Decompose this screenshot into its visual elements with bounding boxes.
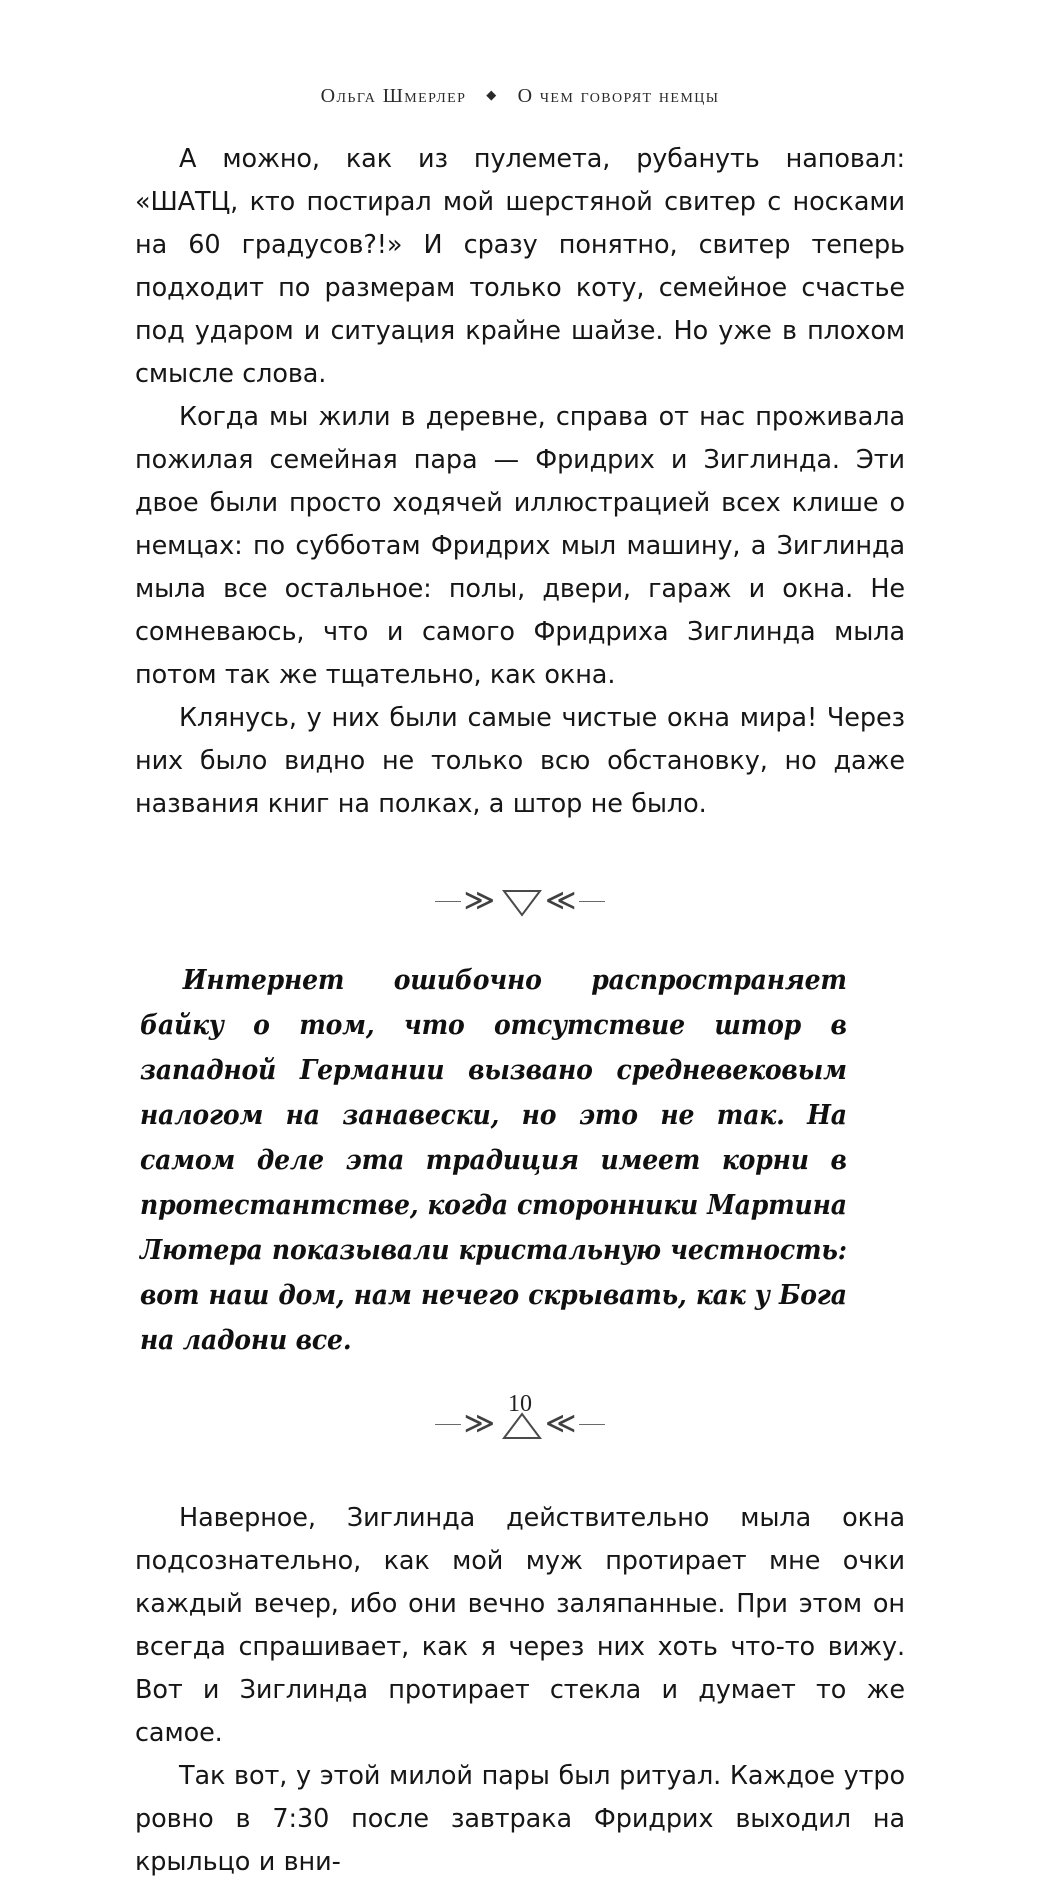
triangle-down-icon — [502, 888, 538, 914]
paragraph-2: Когда мы жили в деревне, справа от нас проживала пожилая семейная пара — Фридрих и Зиглинда. Эти двое были просто ходячей иллюстрацией всех клише о немцах: по субботам Фридрих мыл машину, а Зиглинда мыла все остальное: полы, двери, гараж и окна. Не сомневаюсь, что и самого Фридриха Зиглинда мыла потом так же тщательно, как окна. — [135, 402, 905, 690]
double-chevron-right-icon: ≫ — [463, 883, 495, 918]
paragraph-1: А можно, как из пулемета, рубануть наповал: «ШАТЦ, кто постирал мой шерстяной свитер с носками на 60 градусов?!» И сразу понятно, свитер теперь подходит по размерам только коту, семейное счастье под ударом и ситуация крайне шайзе. Но уже в плохом смысле слова. — [135, 144, 905, 389]
running-head-book-title: О чем говорят немцы — [517, 85, 720, 107]
double-chevron-right-icon: ≫ — [463, 1406, 495, 1441]
pull-quote-text: Интернет ошибочно распространяет байку о том, что отсутствие штор в западной Германии вызвано средневековым налогом на занавески, но это не так. На самом деле эта традиция имеет корни в протестантстве, когда сторонники Мартина Лютера показывали кристальную честность: вот наш дом, нам нечего скрывать, как у Бога на ладони все. — [140, 965, 847, 1356]
pull-quote — [140, 958, 900, 1363]
running-head-separator-icon: ◆ — [486, 87, 498, 102]
paragraph-3: Клянусь, у них были самые чистые окна мира! Через них было видно не только всю обстановку, но даже названия книг на полках, а штор не было. — [135, 703, 905, 819]
paragraph-5: Так вот, у этой милой пары был ритуал. Каждое утро ровно в 7:30 после завтрака Фридрих выходил на крыльцо и вни- — [135, 1761, 905, 1877]
double-chevron-left-icon: ≪ — [545, 1406, 577, 1441]
double-chevron-left-icon: ≪ — [545, 883, 577, 918]
page-number: 10 — [508, 1391, 532, 1417]
ornament-rule-left — [435, 1424, 461, 1425]
ornament-rule-right — [579, 1424, 605, 1425]
text-column — [135, 106, 905, 1884]
running-head — [0, 86, 1040, 106]
ornament-rule-left — [435, 901, 461, 902]
running-head-author: Ольга Шмерлер — [320, 85, 467, 107]
paragraph-4: Наверное, Зиглинда действительно мыла окна подсознательно, как мой муж протирает мне очки каждый вечер, ибо они вечно заляпанные. При этом он всегда спрашивает, как я через них хоть что-то вижу. Вот и Зиглинда протирает стекла и думает то же самое. — [135, 1503, 905, 1748]
ornament-rule-right — [579, 901, 605, 902]
ornament-top — [135, 883, 905, 918]
